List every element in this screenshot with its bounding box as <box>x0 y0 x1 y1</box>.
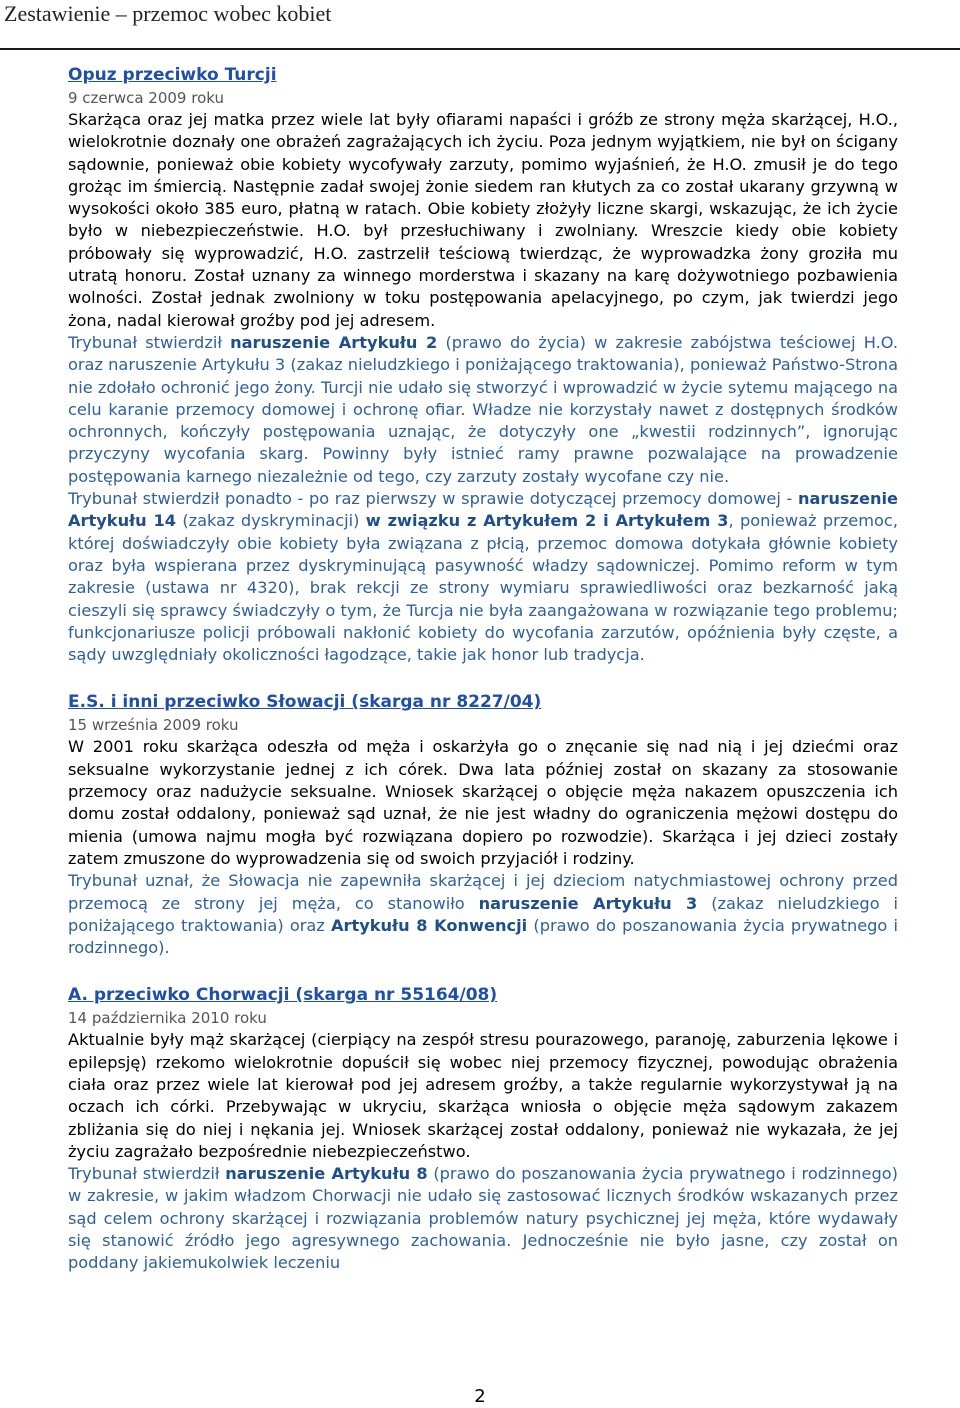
case-ruling: Trybunał stwierdził naruszenie Artykułu 8 (prawo do poszanowania życia prywatnego i rodzinnego) w zakresie, w jakim władzom Chorwacji nie udało się zastosować licznych środków wskazanych przez sąd celem ochrony skarżącej i rozwiązania problemów natury psychicznej jej męża, które wydawały się stanowić źródło jego agresywnego zachowania. Jednocześnie nie było jasne, czy został on poddany jakiemukolwiek leczeniu <box>68 1164 898 1273</box>
case-facts: W 2001 roku skarżąca odeszła od męża i oskarżyła go o znęcanie się nad nią i jej dziećmi oraz seksualne wykorzystanie jednej z ich córek. Dwa lata później został on skazany za stosowanie przemocy oraz nadużycie seksualne. Wniosek skarżącej o objęcie męża nakazem opuszczenia ich domu został oddalony, ponieważ sąd uznał, że nie jest władny do ograniczenia mężowi dostępu do mienia (umowa najmu mogła być rozwiązana dopiero po rozwodzie). Skarżąca i jej dzieci zostały zatem zmuszone do wyprowadzenia się od swoich przyjaciół i rodziny. <box>68 737 898 868</box>
page-header <box>0 0 960 50</box>
case-opuz <box>68 63 898 666</box>
case-title-link[interactable]: E.S. i inni przeciwko Słowacji (skarga nr 8227/04) <box>68 692 542 713</box>
case-a-croatia <box>68 983 898 1274</box>
case-title-link[interactable]: Opuz przeciwko Turcji <box>68 65 277 85</box>
case-ruling: Trybunał stwierdził naruszenie Artykułu 2 (prawo do życia) w zakresie zabójstwa teściowej H.O. oraz naruszenie Artykułu 3 (zakaz nieludzkiego i poniżającego traktowania), ponieważ Państwo-Strona nie zdołało ochronić jego żony. Turcji nie udało się stworzyć i wprowadzić w życie sytemu mającego na celu karanie przemocy domowej i ochronę ofiar. Władze nie korzystały nawet z dostępnych środków ochronnych, kończyły postępowania uznając, że dotyczyły one „kwestii rodzinnych”, ignorując przyczyny wycofania skarg. Powinny były istnieć ramy prawne pozwalające na prowadzenie postępowania karnego niezależnie od tego, czy zarzuty zostały wycofane czy nie. <box>68 332 898 486</box>
case-es-slovakia <box>68 690 898 959</box>
header-divider <box>0 48 960 50</box>
case-date: 15 września 2009 roku <box>68 716 239 735</box>
case-date: 14 października 2010 roku <box>68 1009 267 1028</box>
document-body <box>68 63 898 1275</box>
case-facts: Aktualnie były mąż skarżącej (cierpiący na zespół stresu pourazowego, paranoję, zaburzenia lękowe i epilepsję) rzekomo wielokrotnie dopuścił się wobec niej przemocy fizycznej, powodując obrażenia ciała oraz przez wiele lat kierował pod jej adresem groźby, a także regularnie wykorzystywał ją na oczach ich córki. Przebywając w ukryciu, skarżąca wniosła o objęcie męża sądowym zakazem zbliżania się do niej i nękania jej. Wniosek skarżącej został oddalony, ponieważ nie wykazała, że jej życiu zagrażało bezpośrednie niebezpieczeństwo. <box>68 1030 898 1161</box>
case-ruling: Trybunał stwierdził ponadto - po raz pierwszy w sprawie dotyczącej przemocy domowej - naruszenie Artykułu 14 (zakaz dyskryminacji) w związku z Artykułem 2 i Artykułem 3, ponieważ przemoc, której doświadczyły obie kobiety była związana z płcią, przemoc domowa dotykała głównie kobiety oraz była wspierana przez dyskryminującą pasywność władzy sądowniczej. Pomimo reform w tym zakresie (ustawa nr 4320), brak rekcji ze strony wymiaru sprawiedliwości oraz bezkarność jaką cieszyli się sprawcy świadczyły o tym, że Turcja nie była zaangażowana w rozwiązanie tego problemu; funkcjonariusze policji próbowali nakłonić kobiety do wycofania zarzutów, opóźnienia były częste, a sądy uwzględniały okoliczności łagodzące, takie jak honor lub tradycja. <box>68 489 898 665</box>
page-number: 2 <box>474 1386 486 1407</box>
case-title-link[interactable]: A. przeciwko Chorwacji (skarga nr 55164/08) <box>68 985 498 1006</box>
case-ruling: Trybunał uznał, że Słowacja nie zapewniła skarżącej i jej dzieciom natychmiastowej ochrony przed przemocą ze strony jej męża, co stanowiło naruszenie Artykułu 3 (zakaz nieludzkiego i poniżającego traktowania) oraz Artykułu 8 Konwencji (prawo do poszanowania życia prywatnego i rodzinnego). <box>68 871 898 958</box>
case-facts: Skarżąca oraz jej matka przez wiele lat były ofiarami napaści i gróźb ze strony męża skarżącej, H.O., wielokrotnie doznały one obrażeń zagrażających ich życiu. Poza jednym wyjątkiem, nie był on ścigany sądownie, ponieważ obie kobiety wycofywały zarzuty, pomimo wyjaśnień, że H.O. zmusił je do tego grożąc im śmiercią. Następnie zadał swojej żonie siedem ran kłutych za co został ukarany grzywną w wysokości około 385 euro, płatną w ratach. Obie kobiety złożyły liczne skargi, wskazując, że ich życie było w niebezpieczeństwie. H.O. był przesłuchiwany i zwolniany. Wreszcie kiedy obie kobiety próbowały się wyprowadzić, H.O. zastrzelił teściową twierdząc, że wyprowadzka żony groziła mu utratą honoru. Został uznany za winnego morderstwa i skazany na karę dożywotniego pozbawienia wolności. Został jednak zwolniony w toku postępowania apelacyjnego, po czym, jak twierdzi jego żona, nadal kierował groźby pod jej adresem. <box>68 110 898 330</box>
case-date: 9 czerwca 2009 roku <box>68 89 224 107</box>
document-title: Zestawienie – przemoc wobec kobiet <box>4 1 332 26</box>
